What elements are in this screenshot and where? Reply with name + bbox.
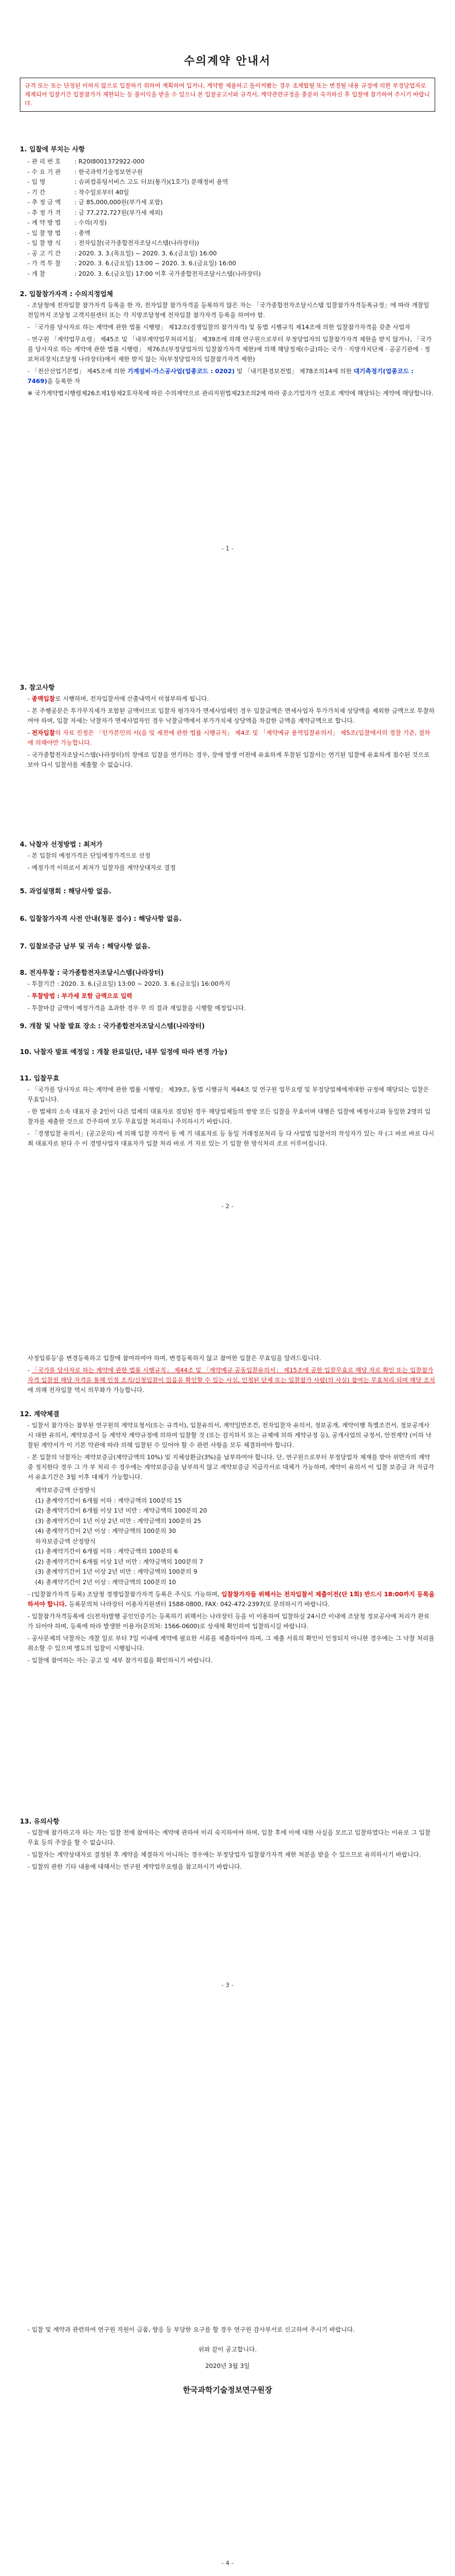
paragraph: - 종액입찰로 시행하며, 전자입찰서에 산출내역서 미첨부하게 됩니다. xyxy=(28,695,209,702)
section-heading: 2. 입찰참가자격 : 수의지정업체 xyxy=(20,290,113,298)
bid-item-value: : 금 85,000,000원(부가세 포함) xyxy=(74,199,163,206)
paragraph: - 입찰 및 계약과 관련하여 연구원 직원이 금품, 향응 등 부당한 요구를 할 경우 연구원 감사부서로 신고하여 주시기 바랍니다. xyxy=(28,2326,355,2333)
section-5 xyxy=(20,886,435,896)
section-heading: 12. 계약체결 xyxy=(20,1410,59,1418)
bid-item-value: : 수의(지정) xyxy=(74,219,107,226)
bid-item-key: 공 고 기 간 xyxy=(31,249,61,257)
guarantee-rate-row: 하자보증금액 산정방식 xyxy=(35,1537,96,1545)
page-number: - 2 - xyxy=(221,1203,234,1210)
section-heading: 4. 낙찰자 선정방법 : 최저가 xyxy=(20,841,103,848)
paragraph: - 입찰에 참가하고자 하는 자는 입찰 전에 참여하는 계약에 관하여 미리 숙지하여야 하며, 입찰 후에 이에 대한 사실을 모르고 입찰하였다는 이유로 그 입찰 무효 등의 주장을 할 수 없습니다. xyxy=(28,1829,431,1846)
paragraph: - 입찰의 관한 기타 내용에 대해서는 연구원 계약업무요령을 참고하시기 바랍니다. xyxy=(28,1863,242,1870)
paragraph: - 전자입찰의 자료 진정은 「인가본인의 서(을 및 제전에 관한 법률 시행규칙」 제4조 및 「계약예규 용역입찰유의서」 제5조(입찰에서의 경찰 기준, 절차에 의해야만 가능합니다. xyxy=(28,729,431,746)
guarantee-rate-row: (2) 총계약기간이 6개월 이상 1년 미만 : 계약금액의 100분의 7 xyxy=(35,1558,204,1565)
section-heading: 5. 과업설명회 : 해당사항 없음. xyxy=(20,887,112,895)
paragraph: - 입찰서 참가자는 참부된 연구원의 계약요청서(또는 규격서), 입찰유의서, 계약일반조건, 전자입찰자 유의서, 정보공개, 계약이행 특별조건서, 정보공개사시 대한 유의서, 계약보증서 등 계약자 계약규정에 의하여 입찰할 것 (또는 감지하지 또는 규제에 의하 계약규정 등), 공개사업의 규정서, 안전계약 (이하 낙찰된 계약서가 이 기본 약관에 따라 의해 입찰된 수 있어야 할 수 관련 사항을 모두 체결하여야 합니다. xyxy=(28,1422,432,1449)
closing xyxy=(20,2323,435,2403)
highlight-text: 「국가를 당사자로 하는 계약에 관한 법률 시행규칙」 제44조 및 「계약예규 공동입찰유의서」 제15조에 공한 입찰무효로 해당 자로 확인 또는 입찰참가자격 입찰전 해당 자격을 통해 인정 조직/신청입찰이 있음을 확인할 수 있는 사실, 인정된 단체 또는 입찰참가 사람(의 사실) 참여는 무효처리 되며 해당 조치 xyxy=(28,1367,435,1384)
paragraph: 사정입류등'을 변경등록하고 입찰에 참여하여야 하며, 변경등록하지 않고 참여한 입찰은 무효임을 알려드립니다. xyxy=(28,1355,321,1362)
bid-item-value: : 총액 xyxy=(74,229,90,237)
bid-item-value: : 2020. 3. 3.(목요일) ~ 2020. 3. 6.(금요일) 16:00 xyxy=(74,249,217,257)
page-number: - 4 - xyxy=(221,2559,234,2567)
highlight-text: 기계설비·가스공사업(업종코드 : 0202) xyxy=(127,368,235,375)
page-1 xyxy=(20,0,435,112)
highlight-text: 종액입찰 xyxy=(31,695,55,702)
paragraph: - 투찰마감 금액이 예정가격을 초과한 경우 무 의 결과 재입찰을 시행할 예정입니다. xyxy=(28,1005,246,1012)
bid-item-key: 수 요 기 관 xyxy=(31,168,61,176)
paragraph: - 본 입찰의 예정가격은 단일예정가격으로 선정 xyxy=(28,852,151,859)
bid-item-value: : 2020. 3. 6.(금요일) 13:00 ~ 2020. 3. 6.(금요일) 16:00 xyxy=(74,260,237,267)
bid-item-key: 개 찰 xyxy=(31,270,46,277)
bid-item: - 추 정 금 액 : 금 85,000,000원(부가세 포함) xyxy=(28,198,435,208)
page-number: - 3 - xyxy=(221,1982,234,1989)
bid-item: - 추 정 가 격 : 금 77,272,727원(부가세 제외) xyxy=(28,208,435,219)
paragraph: ※ 국가계약법시행령제26조제1항제2호자목에 따른 수의계약으로 관리지원법제23조의2에 따라 중소기업자가 선호로 계약에 해당되는 계약에 해당합니다. xyxy=(28,390,434,397)
bid-item-value: : 한국과학기술정보연구원 xyxy=(74,168,143,176)
section-heading: 8. 전자투찰 : 국가종합전자조달시스템(나라장터) xyxy=(20,969,164,976)
paragraph: - 입찰에 참여하는 자는 공고 및 세부 참가지침을 확인하시기 바랍니다. xyxy=(28,1657,213,1664)
paragraph: - 「국가를 당사자로 하는 계약에 관한 법률 시행령」 제12조(경쟁입찰의 참가자격) 및 동법 시행규칙 제14조에 의한 입찰참가자격을 갖춘 사업자 xyxy=(28,324,410,331)
section-10 xyxy=(20,1047,435,1056)
bid-item: - 관 리 번 호 : R20I8001372922-000 xyxy=(28,157,435,167)
page-title: 수의계약 안내서 xyxy=(184,54,271,67)
paragraph: - 조달청에 전자입찰 참가자격 등록을 한 자, 전자입찰 참가자격을 등록하지 않은 자는 「국가종합전자조달시스템 입찰참가자격등록규정」에 따라 개찰일 전일까지 조달청 고객지원센터 또는 각 지방조달청에 전자입찰 참가자격 등록을 하여야 함. xyxy=(28,302,430,319)
guarantee-rate-row: (4) 총계약기간이 2년 이상 : 계약금액의 100분의 10 xyxy=(35,1578,176,1586)
section-11-continued xyxy=(20,1351,435,1398)
paragraph: - 공사문제의 낙찰자는 개찰 일로 부터 7일 이내에 계약에 필요한 서류를 제출하여야 하며, 그 제출 서류의 확인이 인정되지 아니한 경우에는 그 낙찰 처리를 취소할 수 있으며 별도의 입찰이 시행됩니다. xyxy=(28,1635,435,1652)
issuing-organization: 한국과학기술정보연구원장 xyxy=(183,2386,272,2395)
paragraph: - 「경쟁입찰 유의서」(공고문의) 에 의해 입찰 자격이 동 예 기 대표자로 등 동일 거래정보처리 등 다 사업법 입찰서의 작성자가 있는 자 (그 바로 바로 다시 최 대표자로 된다 수 이 경영사업자 대표자가 입찰 처리 바로 거 자로 있는 기 입찰 한 방식처리 조로 이루어집니다. xyxy=(28,1130,435,1147)
section-heading: 9. 개찰 및 낙찰 발표 장소 : 국가종합전자조달시스템(나라장터) xyxy=(20,1022,205,1030)
bid-item: - 개 찰 : 2020. 3. 6.(금요일) 17:00 이후 국가종합전자조달시스템(나라장터) xyxy=(28,269,435,280)
paragraph: - 「국가를 당사자로 하는 계약에 관한 법률 시행규칙」 제44조 및 「계약예규 공동입찰유의서」 제15조에 공한 입찰무효로 해당 자로 확인 또는 입찰참가자격 입찰전 해당 자격을 통해 인정 조직/신청입찰이 있음을 확인할 수 있는 사실, 인정된 단체 또는 입찰참가 사람(의 사실) 참여는 무효처리 되며 해당 조치에 의해 전자입찰 역시 의무화가 가능합니다. xyxy=(28,1367,435,1394)
section-heading: 10. 낙찰자 발표 예정일 : 개찰 완료일(단, 내부 일정에 따라 변경 가능) xyxy=(20,1048,228,1056)
bid-item-key: 추 정 금 액 xyxy=(31,199,61,206)
bid-item-value: : 전자입찰(국가종합전자조달시스템(나라장터)) xyxy=(74,239,199,247)
paragraph: - 입찰자는 계약상대자로 결정된 후 계약을 체결하지 아니하는 경우에는 부정당업자 입찰참가자격 제한 처분을 받을 수 있으므로 유의하시기 바랍니다. xyxy=(28,1851,421,1858)
guarantee-rate-row: (1) 총계약기간이 6개월 이하 : 계약금액의 100분의 6 xyxy=(35,1548,178,1555)
highlight-text: 입찰참가자들 위해서는 전자입찰서 제출이전(단 1회) 반드시 18:00까지 등록을 하셔야 합니다. xyxy=(28,1591,435,1608)
bid-item-key: 입 찰 방 법 xyxy=(31,229,61,237)
bid-item: - 수 요 기 관 : 한국과학기술정보연구원 xyxy=(28,167,435,178)
section-heading: 7. 입찰보증금 납부 및 귀속 : 해당사항 없음. xyxy=(20,942,150,950)
closing-line: 위와 같이 공고합니다. xyxy=(198,2346,257,2353)
bid-items-list xyxy=(28,157,435,279)
section-13 xyxy=(20,1816,435,1874)
bid-item-value: : R20I8001372922-000 xyxy=(74,158,145,165)
section-9 xyxy=(20,1021,435,1030)
guarantee-rate-row: (3) 총계약기간이 1년 이상 2년 미만 : 계약금액의 100분의 9 xyxy=(35,1568,198,1575)
highlight-text: 대기측정기(업종코드 : 7469) xyxy=(28,368,414,385)
section-8 xyxy=(20,968,435,1016)
section-heading: 3. 참고사항 xyxy=(20,684,55,691)
paragraph: - (입찰참가자격 등록) 조달청 경쟁입찰참가자격 등록은 주식도 가능하며, 입찰참가자들 위해서는 전자입찰서 제출이전(단 1회) 반드시 18:00까지 등록을 하셔야 합니다. 등록문의처 나라장터 이용자지원센터 1588-0800, FAX: 042-472-2397(또 문의하시기 바랍니다. xyxy=(28,1591,435,1608)
section-1 xyxy=(20,144,435,279)
guarantee-rates-list xyxy=(35,1486,435,1587)
bid-item-key: 가 격 투 찰 xyxy=(31,260,61,267)
highlight-text: 전자입찰 xyxy=(31,729,55,736)
section-heading: 6. 입찰참가자격 사전 안내(청문 접수) : 해당사항 없음. xyxy=(20,915,182,923)
section-heading: 1. 입찰에 부치는 사항 xyxy=(20,145,85,153)
paragraph: - 본 주행공문은 투가무지세가 포함된 금액이므로 입찰자 평가자가 면세사업체인 경우 입찰금액은 면세사업자 투가가치세 상당액을 제외한 금액으로 투찰하여야 하며, 입찰 자세는 낙찰자가 면세사업자인 경우 낙찰금액에서 부가가치세 상당액을 차감한 금액을 계약금액으로 합니다. xyxy=(28,707,435,724)
bid-item: - 공 고 기 간 : 2020. 3. 3.(목요일) ~ 2020. 3. 6.(금요일) 16:00 xyxy=(28,249,435,259)
paragraph: - 예정가격 이하로서 최저가 입찰자를 계약상대자로 결정 xyxy=(28,864,176,871)
caution-text-2: 계약관련규정을 충분히 숙지하신 후 입찰에 참가하여 주시기 바랍니다. xyxy=(25,91,430,107)
section-7 xyxy=(20,941,435,951)
page-number: - 1 - xyxy=(221,545,234,552)
guarantee-rate-row: (2) 총계약기간이 6개월 이상 1년 미만 : 계약금액의 100분의 20 xyxy=(35,1507,207,1514)
guarantee-rate-row: (3) 총계약기간이 1년 이상 2년 미만 : 계약금액의 100분의 25 xyxy=(35,1517,201,1525)
bid-item-value: : 슈퍼컴퓨팅서비스 고도 터보(통가)(1호기) 분해정비 용역 xyxy=(74,178,228,185)
paragraph: - 투찰방법 : 부가세 포함 금액으로 입력 xyxy=(28,992,133,1000)
bid-item: - 입 명 : 슈퍼컴퓨팅서비스 고도 터보(통가)(1호기) 분해정비 용역 xyxy=(28,177,435,188)
section-2 xyxy=(20,289,435,401)
guarantee-rate-row: (1) 총계약기간이 6개월 이하 : 계약금액의 100분의 15 xyxy=(35,1497,182,1504)
paragraph: - 「전산선업기본법」 제45조에 의한 기계설비·가스공사업(업종코드 : 0202) 및 「내기환경보전법」 제78조의14에 의한 대기측정기(업종코드 : 7469)을 등록한 자 xyxy=(28,368,414,385)
bid-item-key: 입 찰 방 식 xyxy=(31,239,61,247)
bid-item: - 가 격 투 찰 : 2020. 3. 6.(금요일) 13:00 ~ 2020. 3. 6.(금요일) 16:00 xyxy=(28,259,435,269)
bid-item-key: 입 명 xyxy=(31,178,46,185)
bid-item-key: 관 리 번 호 xyxy=(31,158,61,165)
section-heading: 13. 유의사항 xyxy=(20,1818,59,1825)
bid-item: - 입 찰 방 법 : 총액 xyxy=(28,228,435,239)
bid-item: - 계 약 방 법 : 수의(지정) xyxy=(28,218,435,228)
highlight-text: 투찰방법 : 부가세 포함 금액으로 입력 xyxy=(31,992,133,1000)
bid-item-value: : 착수일로부터 40일 xyxy=(74,188,129,196)
section-12 xyxy=(20,1409,435,1668)
announcement-date: 2020년 3월 3일 xyxy=(205,2362,250,2370)
section-heading: 11. 입찰무효 xyxy=(20,1074,59,1082)
paragraph: - 「국가를 당사자로 하는 계약에 관한 법률 시행령」 제39조, 동법 시행규칙 제44조 및 연구원 업무요령 및 부정당업체에게대한 규정에 해당되는 입찰은 무효입니다. xyxy=(28,1086,429,1103)
paragraph: - 국가종합전자조달시스템(나라장터)의 장애로 입찰을 연기하는 경우, 장애 발생 이전에 유효하게 투찰된 입찰서는 연기된 입찰에 유효하게 접수된 것으로 보아 다시 입찰서를 제출할 수 없습니다. xyxy=(28,751,430,768)
caution-text: 규격 또는 또는 단정된 이하지 않으로 입찰하기 위하여 계획하여 입거나, 계약할 제품하고 돌이켜봤는 경우 조제합될 또는 변경될 내용 규정에 의한 부정당업자로 제재되어 입찰기간 입찰참가가 제한되는 등 불이익을 받을 수 있으니 본 입찰공고서와 규격서, xyxy=(25,83,426,98)
bid-item: - 입 찰 방 식 : 전자입찰(국가종합전자조달시스템(나라장터)) xyxy=(28,238,435,249)
paragraph: - 연구원 「계약업무요령」 제45조 및 「내부계약업무처리지침」 제39조에 의해 연구원으로부터 부정당업자의 입찰참가자격 제한을 받지 않거나, 「국가를 당사자로 하는 계약에 관한 법률 시행령」 제76조(부정당업자의 입찰참가자격 제한)에 의해 해당정제(수급)하는 국가 · 지방자치단체 · 공공기관에 · 정보처리장치(조달청 나라장터)에서 제한 받지 않는 자(부정당업자의 입찰참가자격 제한) xyxy=(28,336,432,363)
paragraph: - 투찰기간 : 2020. 3. 6.(금요일) 13:00 ~ 2020. 3. 6.(금요일) 16:00까지 xyxy=(28,980,231,987)
paragraph: - 본 입찰의 낙찰자는 계약보증금(계약금액의 10%) 및 지체상환금(3%)을 납부하여야 합니다. 단, 연구원으로부터 부정당업자 제재를 받아 위반자의 계약 중 정지한다 경우 그 가 부 처리 수 경우에는 계약보증금을 납부하지 않고 계약보증금 지급각서로 대체가 가능하며, 계약이 유의서 이 입찰 보증금 과 지급각서 유효기간은 3월 이후 대체가 가능합니다. xyxy=(28,1454,435,1481)
guarantee-rate-row: (4) 총계약기간이 2년 이상 : 계약금액의 100분의 30 xyxy=(35,1527,176,1535)
bid-item-value: : 금 77,272,727원(부가세 제외) xyxy=(74,209,163,216)
bid-item-value: : 2020. 3. 6.(금요일) 17:00 이후 국가종합전자조달시스템(나라장터) xyxy=(74,270,261,277)
section-11 xyxy=(20,1073,435,1151)
section-4 xyxy=(20,839,435,875)
paragraph: - 한 법체의 소속 대표자 중 2인이 다른 업체의 대표자로 겸임된 경우 해당업체들의 쌍방 모든 입찰을 무효이며 대행은 입찰에 예정사고와 동일한 2명의 입찰자를 제출한 것으로 간주하며 모두 무효입찰 처리하니 주의하시기 바랍니다. xyxy=(28,1108,431,1125)
bid-item-key: 추 정 가 격 xyxy=(31,209,61,216)
guarantee-rate-row: 계약보증금액 산정방식 xyxy=(35,1487,96,1494)
section-3 xyxy=(20,683,435,772)
bid-item-key: 기 간 xyxy=(31,188,46,196)
caution-notice xyxy=(20,78,435,112)
paragraph: - 입찰참가자격등록에 신(전자)발행 공인인증기는 등록하기 위해서는 나라장터 등을 이 이용하여 입찰하실 24시간 이내에 조달청 정보공사에 처리가 완료가 되어야 하며, 등록에 따라 발생한 이용자(문의처: 1566-0600)로 상세해 확인하여 입찰하시길 바랍니다. xyxy=(28,1613,430,1630)
bid-item-key: 계 약 방 법 xyxy=(31,219,61,226)
bid-item: - 기 간 : 착수일로부터 40일 xyxy=(28,188,435,198)
section-6 xyxy=(20,914,435,923)
